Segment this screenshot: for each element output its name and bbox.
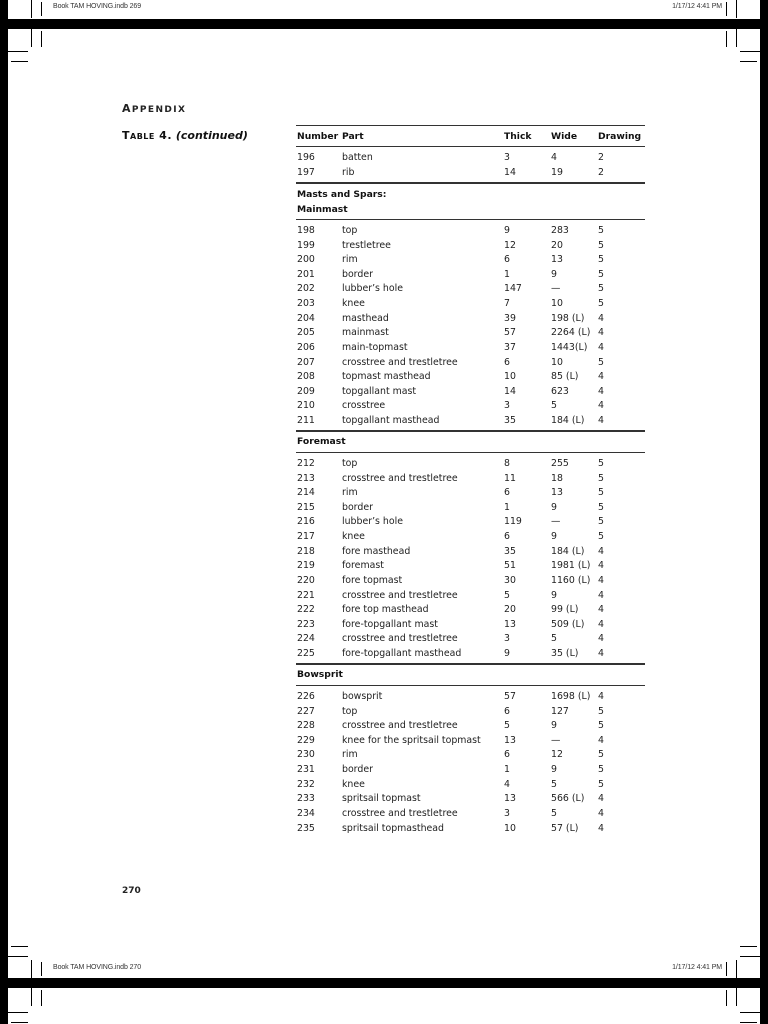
cell-part: knee: [342, 778, 365, 790]
cell-number: 202: [297, 283, 315, 295]
cell-thick: 35: [504, 415, 516, 427]
cell-part: topgallant mast: [342, 385, 417, 397]
cell-thick: 39: [504, 312, 516, 324]
cell-thick: 11: [504, 472, 516, 484]
cell-thick: 1: [504, 764, 510, 776]
crop-mark: [11, 61, 28, 62]
cell-number: 208: [297, 371, 315, 383]
section-rule: [296, 452, 645, 453]
crop-mark: [736, 988, 737, 1006]
cell-number: 206: [297, 341, 315, 353]
cell-part: top: [342, 705, 358, 717]
cell-drawing: 5: [598, 749, 604, 761]
cell-wide: 85 (L): [551, 371, 579, 383]
cell-drawing: 4: [598, 574, 604, 586]
cell-part: crosstree and trestletree: [342, 807, 458, 819]
cell-drawing: 5: [598, 501, 604, 513]
cell-number: 203: [297, 298, 315, 310]
cell-drawing: 4: [598, 807, 604, 819]
cell-thick: 20: [504, 604, 516, 616]
page-separator-top: [0, 19, 768, 29]
cell-part: knee for the spritsail topmast: [342, 734, 481, 746]
cell-wide: 18: [551, 472, 563, 484]
cell-part: crosstree and trestletree: [342, 589, 458, 601]
cell-thick: 13: [504, 734, 516, 746]
cell-part: topmast masthead: [342, 371, 431, 383]
cell-thick: 3: [504, 152, 510, 163]
cell-drawing: 4: [598, 604, 604, 616]
cell-drawing: 4: [598, 793, 604, 805]
crop-mark: [726, 31, 727, 47]
running-head-initial: A: [122, 102, 132, 115]
cell-wide: 566 (L): [551, 793, 585, 805]
section-label: Masts and Spars:: [297, 189, 387, 200]
cell-number: 209: [297, 385, 315, 397]
cell-drawing: 4: [598, 385, 604, 397]
section-rule: [296, 685, 645, 686]
cell-part: crosstree and trestletree: [342, 472, 458, 484]
crop-mark: [736, 29, 737, 47]
cell-thick: 147: [504, 283, 522, 295]
crop-mark: [726, 2, 727, 16]
cell-part: fore-topgallant masthead: [342, 648, 462, 660]
cell-drawing: 5: [598, 778, 604, 790]
cell-number: 215: [297, 501, 315, 513]
crop-mark: [41, 2, 42, 16]
crop-mark: [31, 960, 32, 978]
cell-drawing: 4: [598, 327, 604, 339]
cell-number: 201: [297, 268, 315, 280]
crop-mark: [8, 51, 28, 52]
cell-drawing: 5: [598, 764, 604, 776]
cell-number: 211: [297, 415, 315, 427]
cell-thick: 3: [504, 807, 510, 819]
cell-number: 216: [297, 516, 315, 528]
cell-drawing: 4: [598, 691, 604, 702]
cell-number: 228: [297, 720, 315, 732]
cell-thick: 30: [504, 574, 516, 586]
cell-thick: 1: [504, 268, 510, 280]
cell-drawing: 4: [598, 633, 604, 645]
cell-number: 207: [297, 356, 315, 368]
cell-drawing: 5: [598, 516, 604, 528]
cell-part: rib: [342, 166, 355, 178]
cell-drawing: 5: [598, 531, 604, 543]
cell-drawing: 4: [598, 341, 604, 353]
cell-wide: 623: [551, 385, 569, 397]
cell-drawing: 4: [598, 822, 604, 834]
cell-part: top: [342, 458, 358, 469]
cell-drawing: 5: [598, 254, 604, 266]
cell-wide: 10: [551, 356, 563, 368]
print-slug-file-top: Book TAM HOVING.indb 269: [53, 3, 141, 10]
section-label: Bowsprit: [297, 669, 343, 680]
cell-wide: 19: [551, 166, 563, 178]
cell-wide: 9: [551, 501, 557, 513]
cell-part: trestletree: [342, 239, 391, 251]
print-slug-datetime-bottom: 1/17/12 4:41 PM: [672, 964, 722, 971]
table-top-rule: [296, 125, 645, 126]
cell-part: lubber’s hole: [342, 516, 403, 528]
cell-part: fore masthead: [342, 545, 411, 557]
cell-drawing: 4: [598, 312, 604, 324]
crop-mark: [11, 1022, 28, 1023]
cell-wide: 13: [551, 254, 563, 266]
cell-part: top: [342, 225, 358, 236]
cell-part: bowsprit: [342, 691, 383, 702]
cell-number: 204: [297, 312, 315, 324]
cell-drawing: 4: [598, 545, 604, 557]
cell-thick: 6: [504, 254, 510, 266]
cell-drawing: 4: [598, 618, 604, 630]
crop-mark: [726, 990, 727, 1006]
cell-number: 197: [297, 166, 315, 178]
cell-wide: 5: [551, 778, 557, 790]
page-number: 270: [122, 886, 141, 896]
cell-thick: 10: [504, 822, 516, 834]
cell-thick: 35: [504, 545, 516, 557]
cell-wide: 255: [551, 458, 569, 469]
cell-thick: 5: [504, 720, 510, 732]
cell-wide: 20: [551, 239, 563, 251]
cell-drawing: 5: [598, 705, 604, 717]
cell-wide: 2264 (L): [551, 327, 591, 339]
cell-number: 221: [297, 589, 315, 601]
cell-number: 227: [297, 705, 315, 717]
cell-number: 218: [297, 545, 315, 557]
crop-mark: [740, 956, 760, 957]
cell-thick: 5: [504, 589, 510, 601]
cell-thick: 7: [504, 298, 510, 310]
print-slug-datetime-top: 1/17/12 4:41 PM: [672, 3, 722, 10]
cell-thick: 6: [504, 749, 510, 761]
cell-number: 233: [297, 793, 315, 805]
section-divider-rule: [296, 430, 645, 432]
crop-mark: [31, 29, 32, 47]
cell-part: fore top masthead: [342, 604, 429, 616]
cell-drawing: 5: [598, 487, 604, 499]
crop-mark: [41, 990, 42, 1006]
print-slug-file-bottom: Book TAM HOVING.indb 270: [53, 964, 141, 971]
cell-number: 224: [297, 633, 315, 645]
cell-part: masthead: [342, 312, 389, 324]
cell-drawing: 2: [598, 166, 604, 178]
cell-wide: 9: [551, 268, 557, 280]
cell-wide: 5: [551, 807, 557, 819]
cell-number: 198: [297, 225, 315, 236]
cell-thick: 6: [504, 705, 510, 717]
cell-wide: 1160 (L): [551, 574, 591, 586]
crop-mark: [740, 1012, 760, 1013]
section-label: Mainmast: [297, 204, 348, 215]
cell-wide: 10: [551, 298, 563, 310]
cell-wide: 12: [551, 749, 563, 761]
cell-wide: 9: [551, 764, 557, 776]
cell-number: 235: [297, 822, 315, 834]
crop-mark: [8, 956, 28, 957]
cell-thick: 57: [504, 691, 516, 702]
cell-part: topgallant masthead: [342, 415, 440, 427]
crop-mark: [31, 988, 32, 1006]
table-title: [122, 129, 248, 142]
table-continued-note: (continued): [175, 129, 248, 142]
section-divider-rule: [296, 182, 645, 184]
cell-number: 225: [297, 648, 315, 660]
crop-mark: [31, 0, 32, 18]
cell-wide: 5: [551, 400, 557, 412]
cell-wide: 1698 (L): [551, 691, 591, 702]
cell-wide: 509 (L): [551, 618, 585, 630]
crop-mark: [41, 31, 42, 47]
cell-wide: 5: [551, 633, 557, 645]
cell-number: 205: [297, 327, 315, 339]
header-rule: [296, 146, 645, 147]
cell-drawing: 5: [598, 283, 604, 295]
cell-wide: —: [551, 283, 561, 295]
cell-number: 219: [297, 560, 315, 572]
cell-part: batten: [342, 152, 373, 163]
cell-thick: 10: [504, 371, 516, 383]
cell-drawing: 5: [598, 239, 604, 251]
header-wide: Wide: [551, 131, 578, 142]
cell-thick: 6: [504, 487, 510, 499]
cell-number: 230: [297, 749, 315, 761]
cell-number: 234: [297, 807, 315, 819]
cell-part: mainmast: [342, 327, 389, 339]
page-separator-bottom: [0, 978, 768, 988]
cell-drawing: 4: [598, 400, 604, 412]
section-divider-rule: [296, 663, 645, 665]
cell-part: foremast: [342, 560, 384, 572]
cell-wide: 198 (L): [551, 312, 585, 324]
cell-thick: 9: [504, 648, 510, 660]
cell-number: 229: [297, 734, 315, 746]
cell-thick: 119: [504, 516, 522, 528]
cell-wide: 184 (L): [551, 545, 585, 557]
cell-wide: 9: [551, 531, 557, 543]
cell-part: spritsail topmast: [342, 793, 421, 805]
cell-wide: 35 (L): [551, 648, 579, 660]
header-part: Part: [342, 131, 364, 142]
cell-wide: 127: [551, 705, 569, 717]
cell-part: crosstree and trestletree: [342, 356, 458, 368]
cell-drawing: 2: [598, 152, 604, 163]
cell-wide: 9: [551, 720, 557, 732]
cell-number: 196: [297, 152, 315, 163]
cell-number: 223: [297, 618, 315, 630]
cell-wide: 13: [551, 487, 563, 499]
cell-drawing: 4: [598, 648, 604, 660]
cell-number: 232: [297, 778, 315, 790]
page-frame-right: [760, 0, 768, 1024]
cell-drawing: 5: [598, 472, 604, 484]
section-label: Foremast: [297, 436, 346, 447]
cell-thick: 13: [504, 793, 516, 805]
cell-part: knee: [342, 298, 365, 310]
cell-wide: —: [551, 516, 561, 528]
cell-thick: 6: [504, 531, 510, 543]
cell-wide: 4: [551, 152, 557, 163]
cell-part: rim: [342, 749, 358, 761]
running-head: [122, 102, 186, 115]
cell-part: fore-topgallant mast: [342, 618, 438, 630]
cell-number: 200: [297, 254, 315, 266]
crop-mark: [740, 946, 757, 947]
cell-drawing: 5: [598, 298, 604, 310]
cell-thick: 6: [504, 356, 510, 368]
header-thick: Thick: [504, 131, 532, 142]
cell-wide: 1981 (L): [551, 560, 591, 572]
cell-thick: 4: [504, 778, 510, 790]
cell-drawing: 4: [598, 589, 604, 601]
cell-part: crosstree and trestletree: [342, 633, 458, 645]
cell-number: 199: [297, 239, 315, 251]
cell-part: border: [342, 764, 373, 776]
table-label: Table 4.: [122, 129, 173, 142]
running-head-rest: PPENDIX: [131, 105, 187, 115]
cell-number: 212: [297, 458, 315, 469]
page-frame-left: [0, 0, 8, 1024]
crop-mark: [740, 1022, 757, 1023]
crop-mark: [11, 946, 28, 947]
crop-mark: [8, 1012, 28, 1013]
crop-mark: [740, 51, 760, 52]
crop-mark: [726, 962, 727, 976]
cell-number: 231: [297, 764, 315, 776]
cell-number: 214: [297, 487, 315, 499]
cell-part: rim: [342, 487, 358, 499]
crop-mark: [736, 960, 737, 978]
header-drawing: Drawing: [598, 131, 642, 142]
cell-number: 222: [297, 604, 315, 616]
cell-drawing: 4: [598, 560, 604, 572]
cell-number: 220: [297, 574, 315, 586]
cell-wide: 184 (L): [551, 415, 585, 427]
cell-part: lubber’s hole: [342, 283, 403, 295]
cell-thick: 9: [504, 225, 510, 236]
cell-part: fore topmast: [342, 574, 403, 586]
cell-thick: 1: [504, 501, 510, 513]
cell-wide: 283: [551, 225, 569, 236]
cell-drawing: 4: [598, 734, 604, 746]
cell-drawing: 5: [598, 458, 604, 469]
cell-thick: 57: [504, 327, 516, 339]
cell-thick: 14: [504, 385, 516, 397]
cell-thick: 14: [504, 166, 516, 178]
cell-drawing: 5: [598, 356, 604, 368]
crop-mark: [41, 962, 42, 976]
cell-thick: 3: [504, 633, 510, 645]
cell-wide: 99 (L): [551, 604, 579, 616]
cell-number: 210: [297, 400, 315, 412]
cell-part: main-topmast: [342, 341, 408, 353]
cell-thick: 8: [504, 458, 510, 469]
cell-drawing: 5: [598, 720, 604, 732]
cell-number: 213: [297, 472, 315, 484]
cell-drawing: 4: [598, 371, 604, 383]
cell-wide: 57 (L): [551, 822, 579, 834]
cell-drawing: 5: [598, 268, 604, 280]
cell-number: 217: [297, 531, 315, 543]
cell-part: border: [342, 501, 373, 513]
cell-part: rim: [342, 254, 358, 266]
cell-part: spritsail topmasthead: [342, 822, 444, 834]
cell-wide: 1443(L): [551, 341, 588, 353]
cell-thick: 37: [504, 341, 516, 353]
cell-number: 226: [297, 691, 315, 702]
cell-part: border: [342, 268, 373, 280]
cell-thick: 13: [504, 618, 516, 630]
cell-part: crosstree and trestletree: [342, 720, 458, 732]
crop-mark: [740, 61, 757, 62]
cell-drawing: 4: [598, 415, 604, 427]
cell-thick: 51: [504, 560, 516, 572]
cell-wide: —: [551, 734, 561, 746]
section-rule: [296, 219, 645, 220]
cell-part: crosstree: [342, 400, 386, 412]
header-number: Number: [297, 131, 339, 142]
cell-wide: 9: [551, 589, 557, 601]
cell-drawing: 5: [598, 225, 604, 236]
cell-part: knee: [342, 531, 365, 543]
cell-thick: 12: [504, 239, 516, 251]
crop-mark: [736, 0, 737, 18]
cell-thick: 3: [504, 400, 510, 412]
